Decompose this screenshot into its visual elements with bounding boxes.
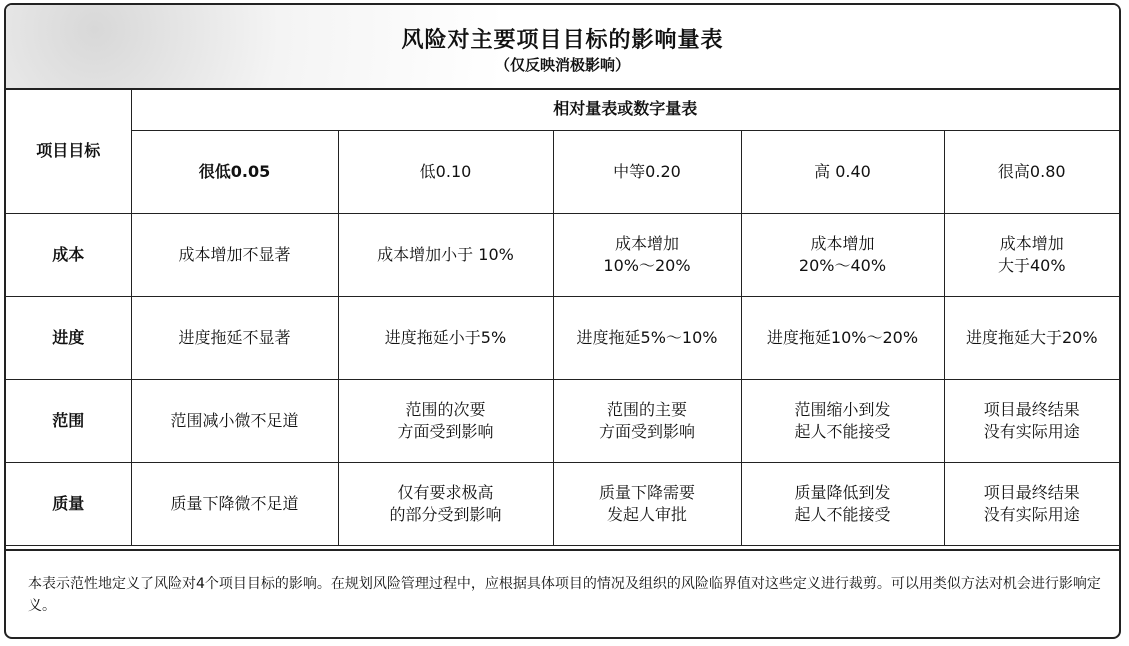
row-objective: 范围	[6, 380, 131, 463]
level-medium: 中等0.20	[553, 131, 741, 214]
table-cell: 质量降低到发 起人不能接受	[741, 463, 944, 546]
table-cell: 范围的次要 方面受到影响	[338, 380, 553, 463]
figure-subtitle: （仅反映消极影响）	[494, 56, 630, 74]
table-cell: 成本增加不显著	[131, 214, 338, 297]
table-cell: 成本增加 10%～20%	[553, 214, 741, 297]
table-cell: 进度拖延10%～20%	[741, 297, 944, 380]
table-cell: 进度拖延不显著	[131, 297, 338, 380]
scale-header: 相对量表或数字量表	[131, 88, 1119, 131]
row-objective: 进度	[6, 297, 131, 380]
table-cell: 范围减小微不足道	[131, 380, 338, 463]
table-row	[6, 380, 1119, 463]
table-cell: 成本增加 20%～40%	[741, 214, 944, 297]
table-cell: 质量下降需要 发起人审批	[553, 463, 741, 546]
table-cell: 范围的主要 方面受到影响	[553, 380, 741, 463]
table-cell: 质量下降微不足道	[131, 463, 338, 546]
objective-header: 项目目标	[6, 88, 131, 214]
level-very-low: 很低0.05	[131, 131, 338, 214]
table-row	[6, 214, 1119, 297]
level-low: 低0.10	[338, 131, 553, 214]
footnote: 本表示范性地定义了风险对4个项目目标的影响。在规划风险管理过程中，应根据具体项目的情况及组织的风险临界值对这些定义进行裁剪。可以用类似方法对机会进行影响定义。	[6, 549, 1119, 639]
table-row	[6, 463, 1119, 546]
title-bar	[6, 5, 1119, 90]
row-objective: 质量	[6, 463, 131, 546]
impact-scale-figure	[4, 3, 1121, 639]
impact-table	[6, 88, 1119, 546]
table-cell: 成本增加小于 10%	[338, 214, 553, 297]
table-row	[6, 297, 1119, 380]
table-cell: 仅有要求极高 的部分受到影响	[338, 463, 553, 546]
level-very-high: 很高0.80	[944, 131, 1119, 214]
table-cell: 项目最终结果 没有实际用途	[944, 380, 1119, 463]
table-cell: 进度拖延大于20%	[944, 297, 1119, 380]
level-high: 高 0.40	[741, 131, 944, 214]
table-cell: 项目最终结果 没有实际用途	[944, 463, 1119, 546]
table-cell: 进度拖延5%～10%	[553, 297, 741, 380]
row-objective: 成本	[6, 214, 131, 297]
figure-title: 风险对主要项目目标的影响量表	[401, 28, 724, 53]
table-cell: 进度拖延小于5%	[338, 297, 553, 380]
table-cell: 成本增加 大于40%	[944, 214, 1119, 297]
table-cell: 范围缩小到发 起人不能接受	[741, 380, 944, 463]
